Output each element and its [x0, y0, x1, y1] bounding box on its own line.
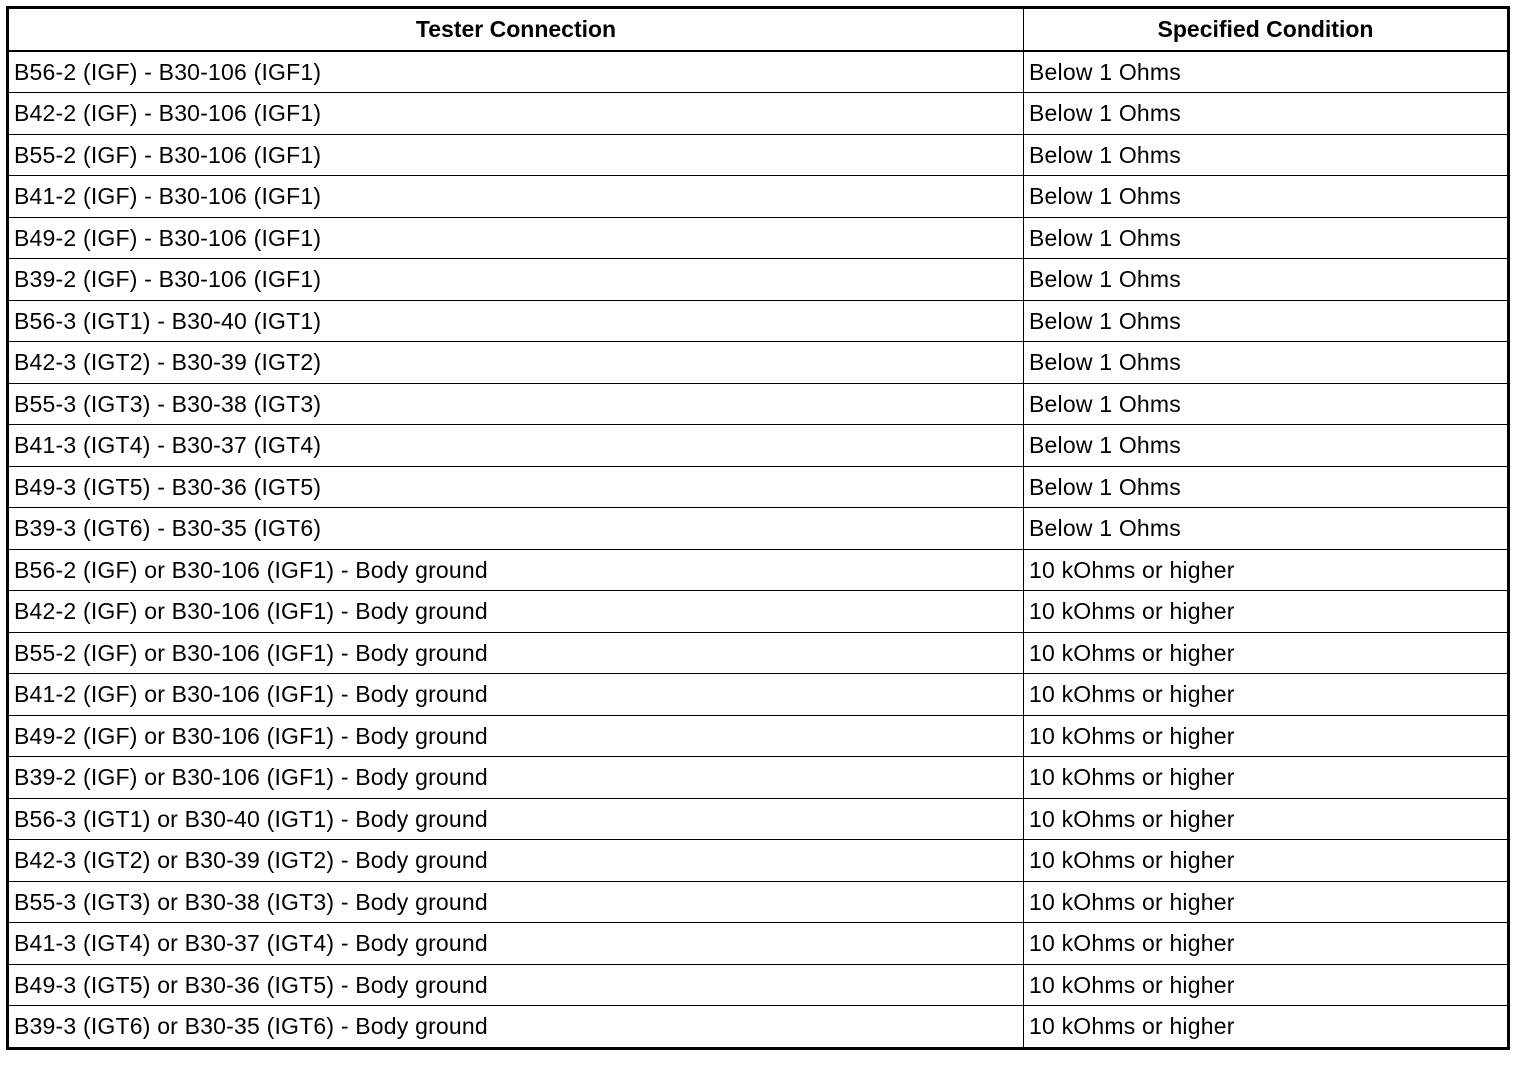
tester-connection-cell: B39-2 (IGF) or B30-106 (IGF1) - Body ground: [8, 757, 1024, 799]
tester-connection-cell: B56-3 (IGT1) or B30-40 (IGT1) - Body ground: [8, 798, 1024, 840]
specified-condition-cell: Below 1 Ohms: [1024, 342, 1509, 384]
table-row: [8, 93, 1509, 135]
tester-connection-cell: B42-3 (IGT2) or B30-39 (IGT2) - Body ground: [8, 840, 1024, 882]
table-row: [8, 51, 1509, 93]
specified-condition-cell: Below 1 Ohms: [1024, 217, 1509, 259]
specified-condition-cell: 10 kOhms or higher: [1024, 1006, 1509, 1049]
tester-connection-cell: B42-2 (IGF) or B30-106 (IGF1) - Body ground: [8, 591, 1024, 633]
tester-connection-cell: B55-2 (IGF) - B30-106 (IGF1): [8, 134, 1024, 176]
header-specified-condition: Specified Condition: [1024, 8, 1509, 51]
specified-condition-cell: Below 1 Ohms: [1024, 383, 1509, 425]
tester-connection-cell: B39-3 (IGT6) - B30-35 (IGT6): [8, 508, 1024, 550]
specified-condition-cell: 10 kOhms or higher: [1024, 923, 1509, 965]
table-row: [8, 383, 1509, 425]
table-row: [8, 549, 1509, 591]
tester-connection-cell: B42-3 (IGT2) - B30-39 (IGT2): [8, 342, 1024, 384]
table-row: [8, 674, 1509, 716]
tester-connection-cell: B49-2 (IGF) - B30-106 (IGF1): [8, 217, 1024, 259]
tester-connection-cell: B55-3 (IGT3) - B30-38 (IGT3): [8, 383, 1024, 425]
header-row: [8, 8, 1509, 51]
specified-condition-cell: Below 1 Ohms: [1024, 176, 1509, 218]
specified-condition-cell: 10 kOhms or higher: [1024, 549, 1509, 591]
table-row: [8, 1006, 1509, 1049]
tester-connection-cell: B49-2 (IGF) or B30-106 (IGF1) - Body ground: [8, 715, 1024, 757]
table-row: [8, 715, 1509, 757]
specified-condition-cell: 10 kOhms or higher: [1024, 715, 1509, 757]
specified-condition-cell: 10 kOhms or higher: [1024, 757, 1509, 799]
specified-condition-cell: 10 kOhms or higher: [1024, 591, 1509, 633]
specified-condition-cell: 10 kOhms or higher: [1024, 964, 1509, 1006]
tester-connection-cell: B56-2 (IGF) - B30-106 (IGF1): [8, 51, 1024, 93]
table-row: [8, 259, 1509, 301]
table-row: [8, 840, 1509, 882]
specified-condition-cell: 10 kOhms or higher: [1024, 881, 1509, 923]
resistance-spec-table: [6, 6, 1510, 1050]
specified-condition-cell: Below 1 Ohms: [1024, 508, 1509, 550]
specified-condition-cell: Below 1 Ohms: [1024, 466, 1509, 508]
table-row: [8, 508, 1509, 550]
table-row: [8, 881, 1509, 923]
specified-condition-cell: Below 1 Ohms: [1024, 259, 1509, 301]
specified-condition-cell: Below 1 Ohms: [1024, 51, 1509, 93]
tester-connection-cell: B49-3 (IGT5) - B30-36 (IGT5): [8, 466, 1024, 508]
table-row: [8, 632, 1509, 674]
tester-connection-cell: B55-3 (IGT3) or B30-38 (IGT3) - Body ground: [8, 881, 1024, 923]
tester-connection-cell: B42-2 (IGF) - B30-106 (IGF1): [8, 93, 1024, 135]
tester-connection-cell: B56-2 (IGF) or B30-106 (IGF1) - Body ground: [8, 549, 1024, 591]
specified-condition-cell: Below 1 Ohms: [1024, 93, 1509, 135]
tester-connection-cell: B56-3 (IGT1) - B30-40 (IGT1): [8, 300, 1024, 342]
table-row: [8, 923, 1509, 965]
tester-connection-cell: B49-3 (IGT5) or B30-36 (IGT5) - Body ground: [8, 964, 1024, 1006]
table-row: [8, 217, 1509, 259]
table-body: [8, 51, 1509, 1049]
specified-condition-cell: Below 1 Ohms: [1024, 300, 1509, 342]
table-row: [8, 176, 1509, 218]
header-tester-connection: Tester Connection: [8, 8, 1024, 51]
specified-condition-cell: 10 kOhms or higher: [1024, 798, 1509, 840]
specified-condition-cell: 10 kOhms or higher: [1024, 632, 1509, 674]
specified-condition-cell: Below 1 Ohms: [1024, 134, 1509, 176]
table-row: [8, 798, 1509, 840]
table-row: [8, 757, 1509, 799]
table-row: [8, 342, 1509, 384]
table-header: [8, 8, 1509, 51]
table-row: [8, 300, 1509, 342]
table-row: [8, 591, 1509, 633]
tester-connection-cell: B39-3 (IGT6) or B30-35 (IGT6) - Body ground: [8, 1006, 1024, 1049]
tester-connection-cell: B41-3 (IGT4) - B30-37 (IGT4): [8, 425, 1024, 467]
tester-connection-cell: B55-2 (IGF) or B30-106 (IGF1) - Body ground: [8, 632, 1024, 674]
tester-connection-cell: B41-3 (IGT4) or B30-37 (IGT4) - Body ground: [8, 923, 1024, 965]
specified-condition-cell: 10 kOhms or higher: [1024, 840, 1509, 882]
table-row: [8, 134, 1509, 176]
specified-condition-cell: Below 1 Ohms: [1024, 425, 1509, 467]
table-row: [8, 964, 1509, 1006]
tester-connection-cell: B39-2 (IGF) - B30-106 (IGF1): [8, 259, 1024, 301]
table-row: [8, 425, 1509, 467]
specified-condition-cell: 10 kOhms or higher: [1024, 674, 1509, 716]
tester-connection-cell: B41-2 (IGF) - B30-106 (IGF1): [8, 176, 1024, 218]
table-row: [8, 466, 1509, 508]
tester-connection-cell: B41-2 (IGF) or B30-106 (IGF1) - Body ground: [8, 674, 1024, 716]
